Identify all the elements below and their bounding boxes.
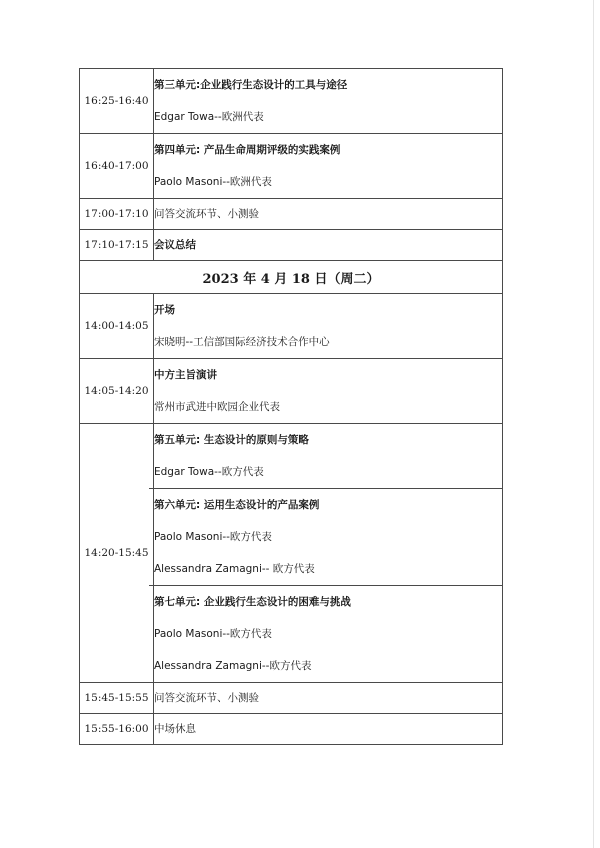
speaker: Paolo Masoni--欧方代表: [154, 531, 272, 543]
table-row: [80, 134, 503, 199]
speaker: 宋晓明--工信部国际经济技术合作中心: [154, 336, 330, 348]
table-row: [80, 714, 503, 745]
time-cell: 17:00-17:10: [80, 199, 154, 230]
content-cell: [154, 134, 503, 199]
session-title: 第三单元:企业践行生态设计的工具与途径: [154, 79, 348, 91]
table-row: [80, 359, 503, 424]
table-row: [80, 230, 503, 261]
date-row: [80, 261, 503, 294]
unit-5: [154, 424, 502, 488]
session-title: 第四单元: 产品生命周期评级的实践案例: [154, 144, 341, 156]
content-cell: [154, 683, 503, 714]
table-row: [80, 199, 503, 230]
date-heading: 2023 年 4 月 18 日（周二）: [80, 261, 503, 294]
table-row: [80, 294, 503, 359]
table-row: [80, 424, 503, 683]
session-title: 会议总结: [154, 239, 196, 251]
speaker: Edgar Towa--欧洲代表: [154, 111, 264, 123]
speaker: Alessandra Zamagni--欧方代表: [154, 660, 312, 672]
time-cell: 15:45-15:55: [80, 683, 154, 714]
speaker: Paolo Masoni--欧方代表: [154, 628, 272, 640]
content-cell: [154, 714, 503, 745]
content-cell: [154, 359, 503, 424]
content-cell: [154, 230, 503, 261]
session-title: 第五单元: 生态设计的原则与策略: [154, 434, 309, 446]
content-cell: [154, 424, 503, 683]
speaker: Paolo Masoni--欧洲代表: [154, 176, 272, 188]
schedule-table: [79, 68, 503, 745]
unit-7: [149, 585, 502, 682]
session-title: 中场休息: [154, 723, 196, 735]
table-row: [80, 683, 503, 714]
speaker: 常州市武进中欧园企业代表: [154, 401, 280, 413]
time-cell: 14:05-14:20: [80, 359, 154, 424]
unit-6: [149, 488, 502, 585]
time-cell: 16:25-16:40: [80, 69, 154, 134]
speaker: Edgar Towa--欧方代表: [154, 466, 264, 478]
session-title: 第六单元: 运用生态设计的产品案例: [154, 499, 320, 511]
speaker: Alessandra Zamagni-- 欧方代表: [154, 563, 315, 575]
session-title: 问答交流环节、小测验: [154, 208, 259, 220]
table-row: [80, 69, 503, 134]
time-cell: 17:10-17:15: [80, 230, 154, 261]
session-title: 中方主旨演讲: [154, 369, 217, 381]
time-cell: 15:55-16:00: [80, 714, 154, 745]
page-edge: [593, 0, 594, 848]
content-cell: [154, 294, 503, 359]
content-cell: [154, 69, 503, 134]
session-title: 问答交流环节、小测验: [154, 692, 259, 704]
time-cell: 16:40-17:00: [80, 134, 154, 199]
content-cell: [154, 199, 503, 230]
time-cell: 14:00-14:05: [80, 294, 154, 359]
time-cell: 14:20-15:45: [80, 424, 154, 683]
session-title: 第七单元: 企业践行生态设计的困难与挑战: [154, 596, 351, 608]
session-title: 开场: [154, 304, 175, 316]
